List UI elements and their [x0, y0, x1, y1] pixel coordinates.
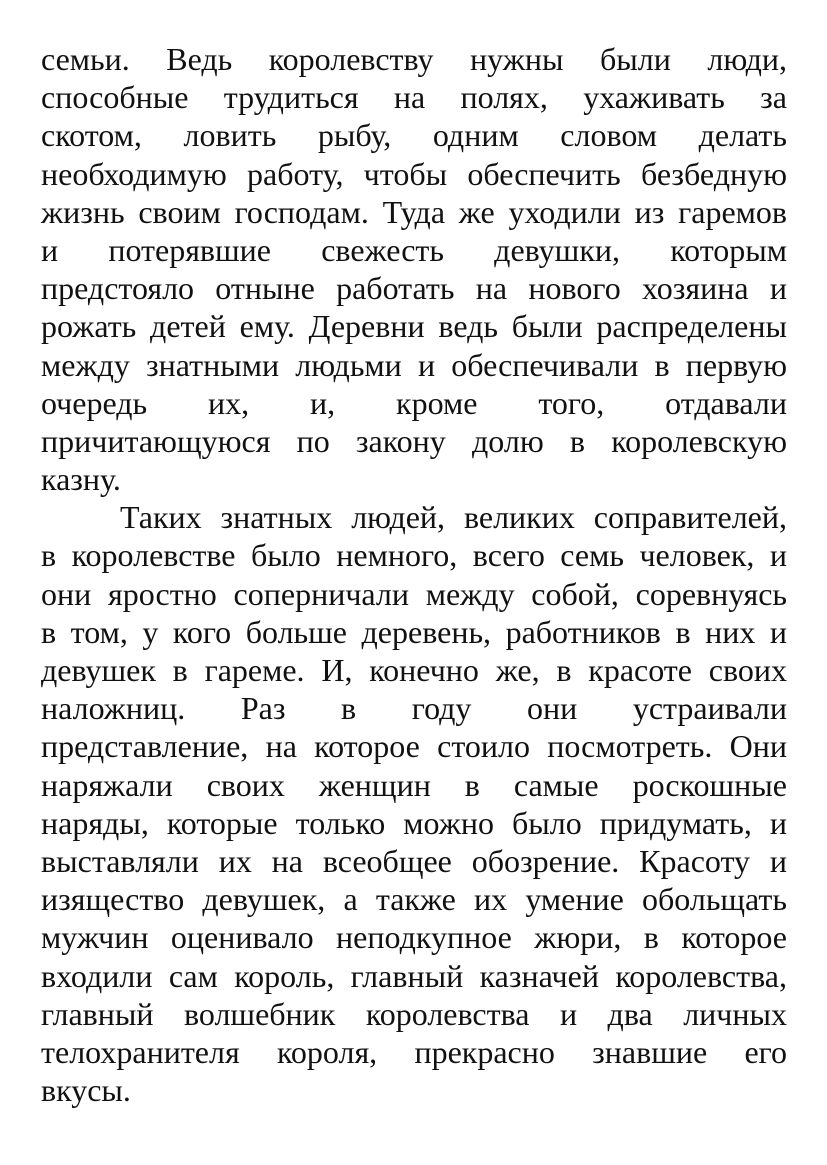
text-line: в том, у кого больше деревень, работников в них и	[41, 613, 787, 650]
paragraph-1	[41, 40, 787, 498]
text-line: причитающуюся по закону долю в королевскую	[41, 422, 787, 459]
text-line: способные трудиться на полях, ухаживать за	[41, 79, 787, 116]
text-line: жизнь своим господам. Туда же уходили из гаремов	[41, 193, 787, 230]
text-line: и потерявшие свежесть девушки, которым	[41, 231, 787, 268]
text-line: представление, на которое стоило посмотреть. Они	[41, 728, 787, 765]
text-line: выставляли их на всеобщее обозрение. Красоту и	[41, 842, 787, 879]
text-line: предстояло отныне работать на нового хозяина и	[41, 270, 787, 307]
text-line: казну.	[41, 461, 121, 498]
text-line: между знатными людьми и обеспечивали в первую	[41, 346, 787, 383]
text-line: наряды, которые только можно было придумать, и	[41, 804, 787, 841]
text-line: вкусы.	[41, 1072, 131, 1109]
text-line: в королевстве было немного, всего семь человек, и	[41, 537, 787, 574]
text-line: главный волшебник королевства и два личных	[41, 995, 787, 1032]
paragraph-2	[41, 498, 787, 1109]
text-line: изящество девушек, а также их умение обольщать	[41, 881, 787, 918]
book-page	[41, 40, 787, 1109]
text-line: входили сам король, главный казначей королевства,	[41, 957, 787, 994]
text-line: наряжали своих женщин в самые роскошные	[41, 766, 787, 803]
text-line: скотом, ловить рыбу, одним словом делать	[41, 117, 787, 154]
text-line: девушек в гареме. И, конечно же, в красоте своих	[41, 652, 787, 688]
text-line: очередь их, и, кроме того, отдавали	[41, 384, 787, 421]
text-line: наложниц. Раз в году они устраивали	[41, 690, 787, 727]
text-line: телохранителя короля, прекрасно знавшие его	[41, 1033, 787, 1070]
text-line: рожать детей ему. Деревни ведь были распределены	[41, 308, 787, 345]
text-line: необходимую работу, чтобы обеспечить безбедную	[41, 155, 787, 192]
text-line: Таких знатных людей, великих соправителей,	[120, 499, 787, 536]
text-line: семьи. Ведь королевству нужны были люди,	[41, 41, 787, 77]
text-line: мужчин оценивало неподкупное жюри, в которое	[41, 919, 787, 956]
text-line: они яростно соперничали между собой, соревнуясь	[41, 575, 787, 612]
